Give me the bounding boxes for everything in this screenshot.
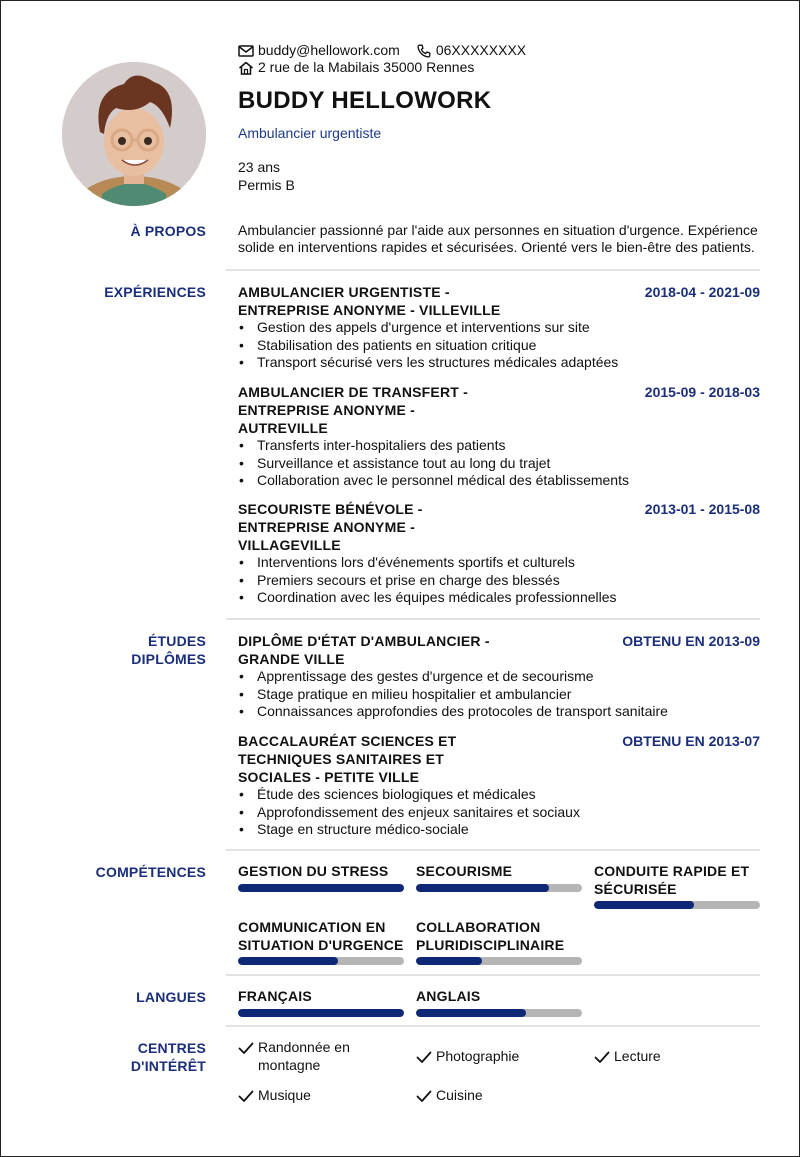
skill-level-bar [238, 957, 404, 965]
address-item [238, 59, 474, 76]
bullet-list [238, 668, 760, 721]
about-text: Ambulancier passionné par l'aide aux personnes en situation d'urgence. Expérience solide en interventions rapides et sécurisées. Orienté vers le bien-être des patients. [238, 222, 758, 255]
language-name: ANGLAIS [416, 988, 481, 1004]
education-entry [238, 732, 760, 839]
list-item: • Connaissances approfondies des protocoles de transport sanitaire [238, 703, 760, 721]
experience-entry [238, 383, 760, 490]
interest-item [594, 1048, 661, 1066]
entry-title-line: BACCALAURÉAT SCIENCES ET [238, 733, 457, 749]
bullet-list [238, 786, 760, 839]
list-item: • Transferts inter-hospitaliers des patients [238, 437, 760, 455]
divider [226, 618, 760, 620]
list-item: • Interventions lors d'événements sportifs et culturels [238, 554, 760, 572]
language-item [238, 988, 404, 1017]
list-item: • Coordination avec les équipes médicales professionnelles [238, 589, 760, 607]
entry-date: 2015-09 - 2018-03 [644, 384, 760, 400]
envelope-icon [238, 44, 254, 58]
experience-entry [238, 283, 760, 372]
bullet-list [238, 319, 760, 372]
check-icon [416, 1050, 432, 1064]
skill-name-line: PLURIDISCIPLINAIRE [416, 936, 565, 953]
divider [226, 1025, 760, 1027]
skill-item [594, 863, 760, 909]
skill-name [238, 863, 404, 881]
interest-item [416, 1048, 519, 1066]
skill-name-line: SÉCURISÉE [594, 880, 677, 897]
skill-name-line: COLLABORATION [416, 919, 541, 935]
skill-item [416, 863, 582, 892]
check-icon [594, 1050, 610, 1064]
job-title: Ambulancier urgentiste [238, 125, 382, 141]
skill-level-fill [416, 884, 549, 892]
divider [226, 849, 760, 851]
phone-text: 06XXXXXXXX [435, 42, 527, 58]
entry-title-line: GRANDE VILLE [238, 651, 345, 667]
section-label-interests [61, 1039, 206, 1075]
section-label-about: À PROPOS [130, 223, 206, 239]
language-level-bar [238, 1009, 404, 1017]
list-item: • Stabilisation des patients en situation critique [238, 337, 760, 355]
entry-date: OBTENU EN 2013-07 [622, 733, 760, 749]
skill-name [416, 863, 582, 881]
section-label-skills: COMPÉTENCES [95, 864, 206, 880]
entry-title-line: ENTREPRISE ANONYME - [238, 519, 415, 535]
language-level-bar [416, 1009, 582, 1017]
experience-entry [238, 500, 760, 607]
language-name: FRANÇAIS [238, 988, 312, 1004]
interest-label-line: Randonnée en [258, 1039, 350, 1055]
list-item: • Transport sécurisé vers les structures médicales adaptées [238, 354, 760, 372]
check-icon [238, 1089, 254, 1103]
skill-name-line: SECOURISME [416, 863, 513, 879]
divider [226, 974, 760, 976]
section-label-line: CENTRES [137, 1040, 206, 1056]
language-item [416, 988, 582, 1017]
skill-level-fill [238, 957, 338, 965]
phone-icon [416, 44, 432, 58]
interest-label [258, 1039, 350, 1074]
education-entry [238, 632, 760, 721]
section-label-languages: LANGUES [136, 989, 206, 1005]
entry-title-line: TECHNIQUES SANITAIRES ET [238, 751, 445, 767]
entry-date: 2013-01 - 2015-08 [644, 501, 760, 517]
section-label-line: DIPLÔMES [131, 651, 206, 667]
list-item: • Étude des sciences biologiques et médicales [238, 786, 760, 804]
entry-title-line: AMBULANCIER URGENTISTE - [238, 284, 450, 300]
skill-level-fill [594, 901, 694, 909]
list-item: • Gestion des appels d'urgence et interventions sur site [238, 319, 760, 337]
age-text: 23 ans [238, 159, 281, 175]
candidate-name: BUDDY HELLOWORK [238, 87, 492, 114]
interest-item [416, 1087, 483, 1105]
skill-name [416, 919, 582, 954]
phone-item[interactable] [416, 42, 526, 59]
contact-block [238, 42, 542, 76]
entry-title-line: VILLAGEVILLE [238, 537, 341, 553]
section-label-line: D'INTÉRÊT [130, 1058, 206, 1074]
check-icon [416, 1089, 432, 1103]
interest-item [238, 1039, 350, 1074]
list-item: • Approfondissement des enjeux sanitaires et sociaux [238, 804, 760, 822]
interest-label: Photographie [436, 1048, 520, 1064]
license-text: Permis B [238, 177, 295, 193]
list-item: • Premiers secours et prise en charge des blessés [238, 572, 760, 590]
personal-info [238, 158, 295, 194]
list-item: • Stage en structure médico-sociale [238, 821, 760, 839]
divider [226, 269, 760, 271]
interest-item [238, 1087, 311, 1105]
skill-name-line: SITUATION D'URGENCE [238, 936, 404, 953]
entry-date: 2018-04 - 2021-09 [644, 284, 760, 300]
language-level-fill [238, 1009, 404, 1017]
skill-level-fill [238, 884, 404, 892]
entry-title-line: SOCIALES - PETITE VILLE [238, 769, 420, 785]
interest-label: Musique [258, 1087, 311, 1103]
email-item[interactable] [238, 42, 400, 59]
bullet-list [238, 554, 760, 607]
interest-label-line: montagne [258, 1056, 321, 1073]
entry-title-line: AMBULANCIER DE TRANSFERT - [238, 384, 468, 400]
section-label-line: ÉTUDES [148, 633, 206, 649]
skill-level-bar [416, 884, 582, 892]
language-level-fill [416, 1009, 526, 1017]
list-item: • Stage pratique en milieu hospitalier et ambulancier [238, 686, 760, 704]
skill-name-line: GESTION DU STRESS [238, 863, 389, 879]
skill-item [238, 919, 404, 965]
email-text: buddy@hellowork.com [258, 42, 400, 58]
home-icon [238, 61, 254, 75]
entry-date: OBTENU EN 2013-09 [622, 633, 760, 649]
skill-level-fill [416, 957, 482, 965]
list-item: • Collaboration avec le personnel médical des établissements [238, 472, 760, 490]
check-icon [238, 1041, 254, 1055]
interest-label: Lecture [614, 1048, 661, 1064]
skill-name [594, 863, 760, 898]
entry-title-line: AUTREVILLE [238, 420, 328, 436]
section-label-education [61, 632, 206, 668]
skill-name-line: COMMUNICATION EN [238, 919, 386, 935]
interest-label: Cuisine [436, 1087, 483, 1103]
skill-level-bar [416, 957, 582, 965]
skill-name-line: CONDUITE RAPIDE ET [594, 863, 750, 879]
bullet-list [238, 437, 760, 490]
entry-title-line: SECOURISTE BÉNÉVOLE - [238, 501, 423, 517]
skill-name [238, 919, 404, 954]
skill-level-bar [238, 884, 404, 892]
skill-item [238, 863, 404, 892]
list-item: • Surveillance et assistance tout au long du trajet [238, 455, 760, 473]
list-item: • Apprentissage des gestes d'urgence et de secourisme [238, 668, 760, 686]
skill-item [416, 919, 582, 965]
entry-title-line: ENTREPRISE ANONYME - VILLEVILLE [238, 302, 501, 318]
avatar [62, 62, 206, 206]
entry-title-line: DIPLÔME D'ÉTAT D'AMBULANCIER - [238, 633, 490, 649]
section-label-experiences: EXPÉRIENCES [104, 284, 206, 300]
address-text: 2 rue de la Mabilais 35000 Rennes [258, 59, 475, 75]
skill-level-bar [594, 901, 760, 909]
entry-title-line: ENTREPRISE ANONYME - [238, 402, 415, 418]
